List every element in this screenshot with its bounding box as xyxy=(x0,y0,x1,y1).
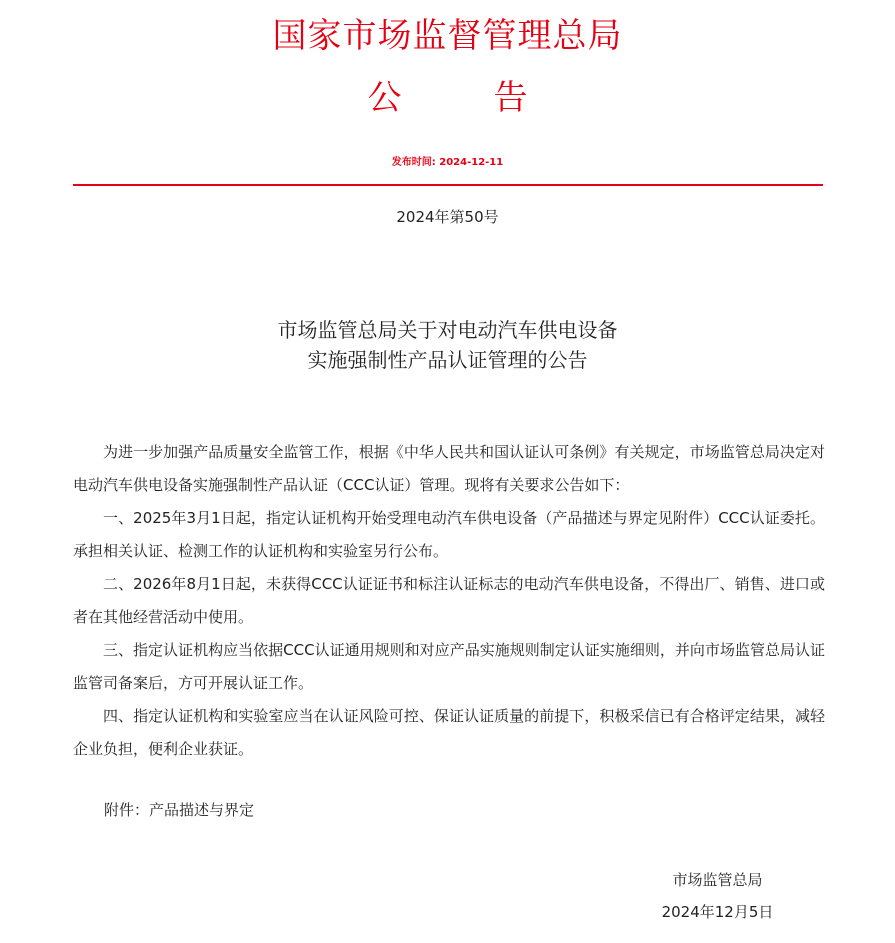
document-type-header xyxy=(0,76,895,120)
document-number: 2024年第50号 xyxy=(396,208,499,226)
document-type-char-2: 告 xyxy=(493,78,528,118)
paragraph-item-3: 三、指定认证机构应当依据CCC认证通用规则和对应产品实施规则制定认证实施细则，并向市场监管总局认证监管司备案后，方可开展认证工作。 xyxy=(73,641,825,692)
document-title-line-2: 实施强制性产品认证管理的公告 xyxy=(307,348,588,372)
document-title-line-1: 市场监管总局关于对电动汽车供电设备 xyxy=(277,318,618,342)
issuing-authority-header: 国家市场监督管理总局 xyxy=(272,16,623,56)
paragraph-item-4: 四、指定认证机构和实验室应当在认证风险可控、保证认证质量的前提下，积极采信已有合格评定结果，减轻企业负担，便利企业获证。 xyxy=(73,707,825,758)
document-body xyxy=(73,436,825,766)
header-divider xyxy=(73,184,823,186)
paragraph-item-1: 一、2025年3月1日起，指定认证机构开始受理电动汽车供电设备（产品描述与界定见附件）CCC认证委托。承担相关认证、检测工作的认证机构和实验室另行公布。 xyxy=(73,509,825,560)
signature-date: 2024年12月5日 xyxy=(661,903,774,921)
publish-date-label: 发布时间: xyxy=(391,157,436,168)
paragraph-item-2: 二、2026年8月1日起，未获得CCC认证证书和标注认证标志的电动汽车供电设备，不得出厂、销售、进口或者在其他经营活动中使用。 xyxy=(73,575,825,626)
document-title xyxy=(0,315,895,375)
paragraph-intro: 为进一步加强产品质量安全监管工作，根据《中华人民共和国认证认可条例》有关规定，市场监管总局决定对电动汽车供电设备实施强制性产品认证（CCC认证）管理。现将有关要求公告如下： xyxy=(73,443,825,494)
document-type-char-1: 公 xyxy=(367,78,402,118)
signature-block xyxy=(655,864,780,928)
publish-date xyxy=(0,156,895,170)
signature-org: 市场监管总局 xyxy=(672,871,763,889)
publish-date-value: 2024-12-11 xyxy=(439,157,504,168)
attachment-note: 附件：产品描述与界定 xyxy=(104,801,255,819)
